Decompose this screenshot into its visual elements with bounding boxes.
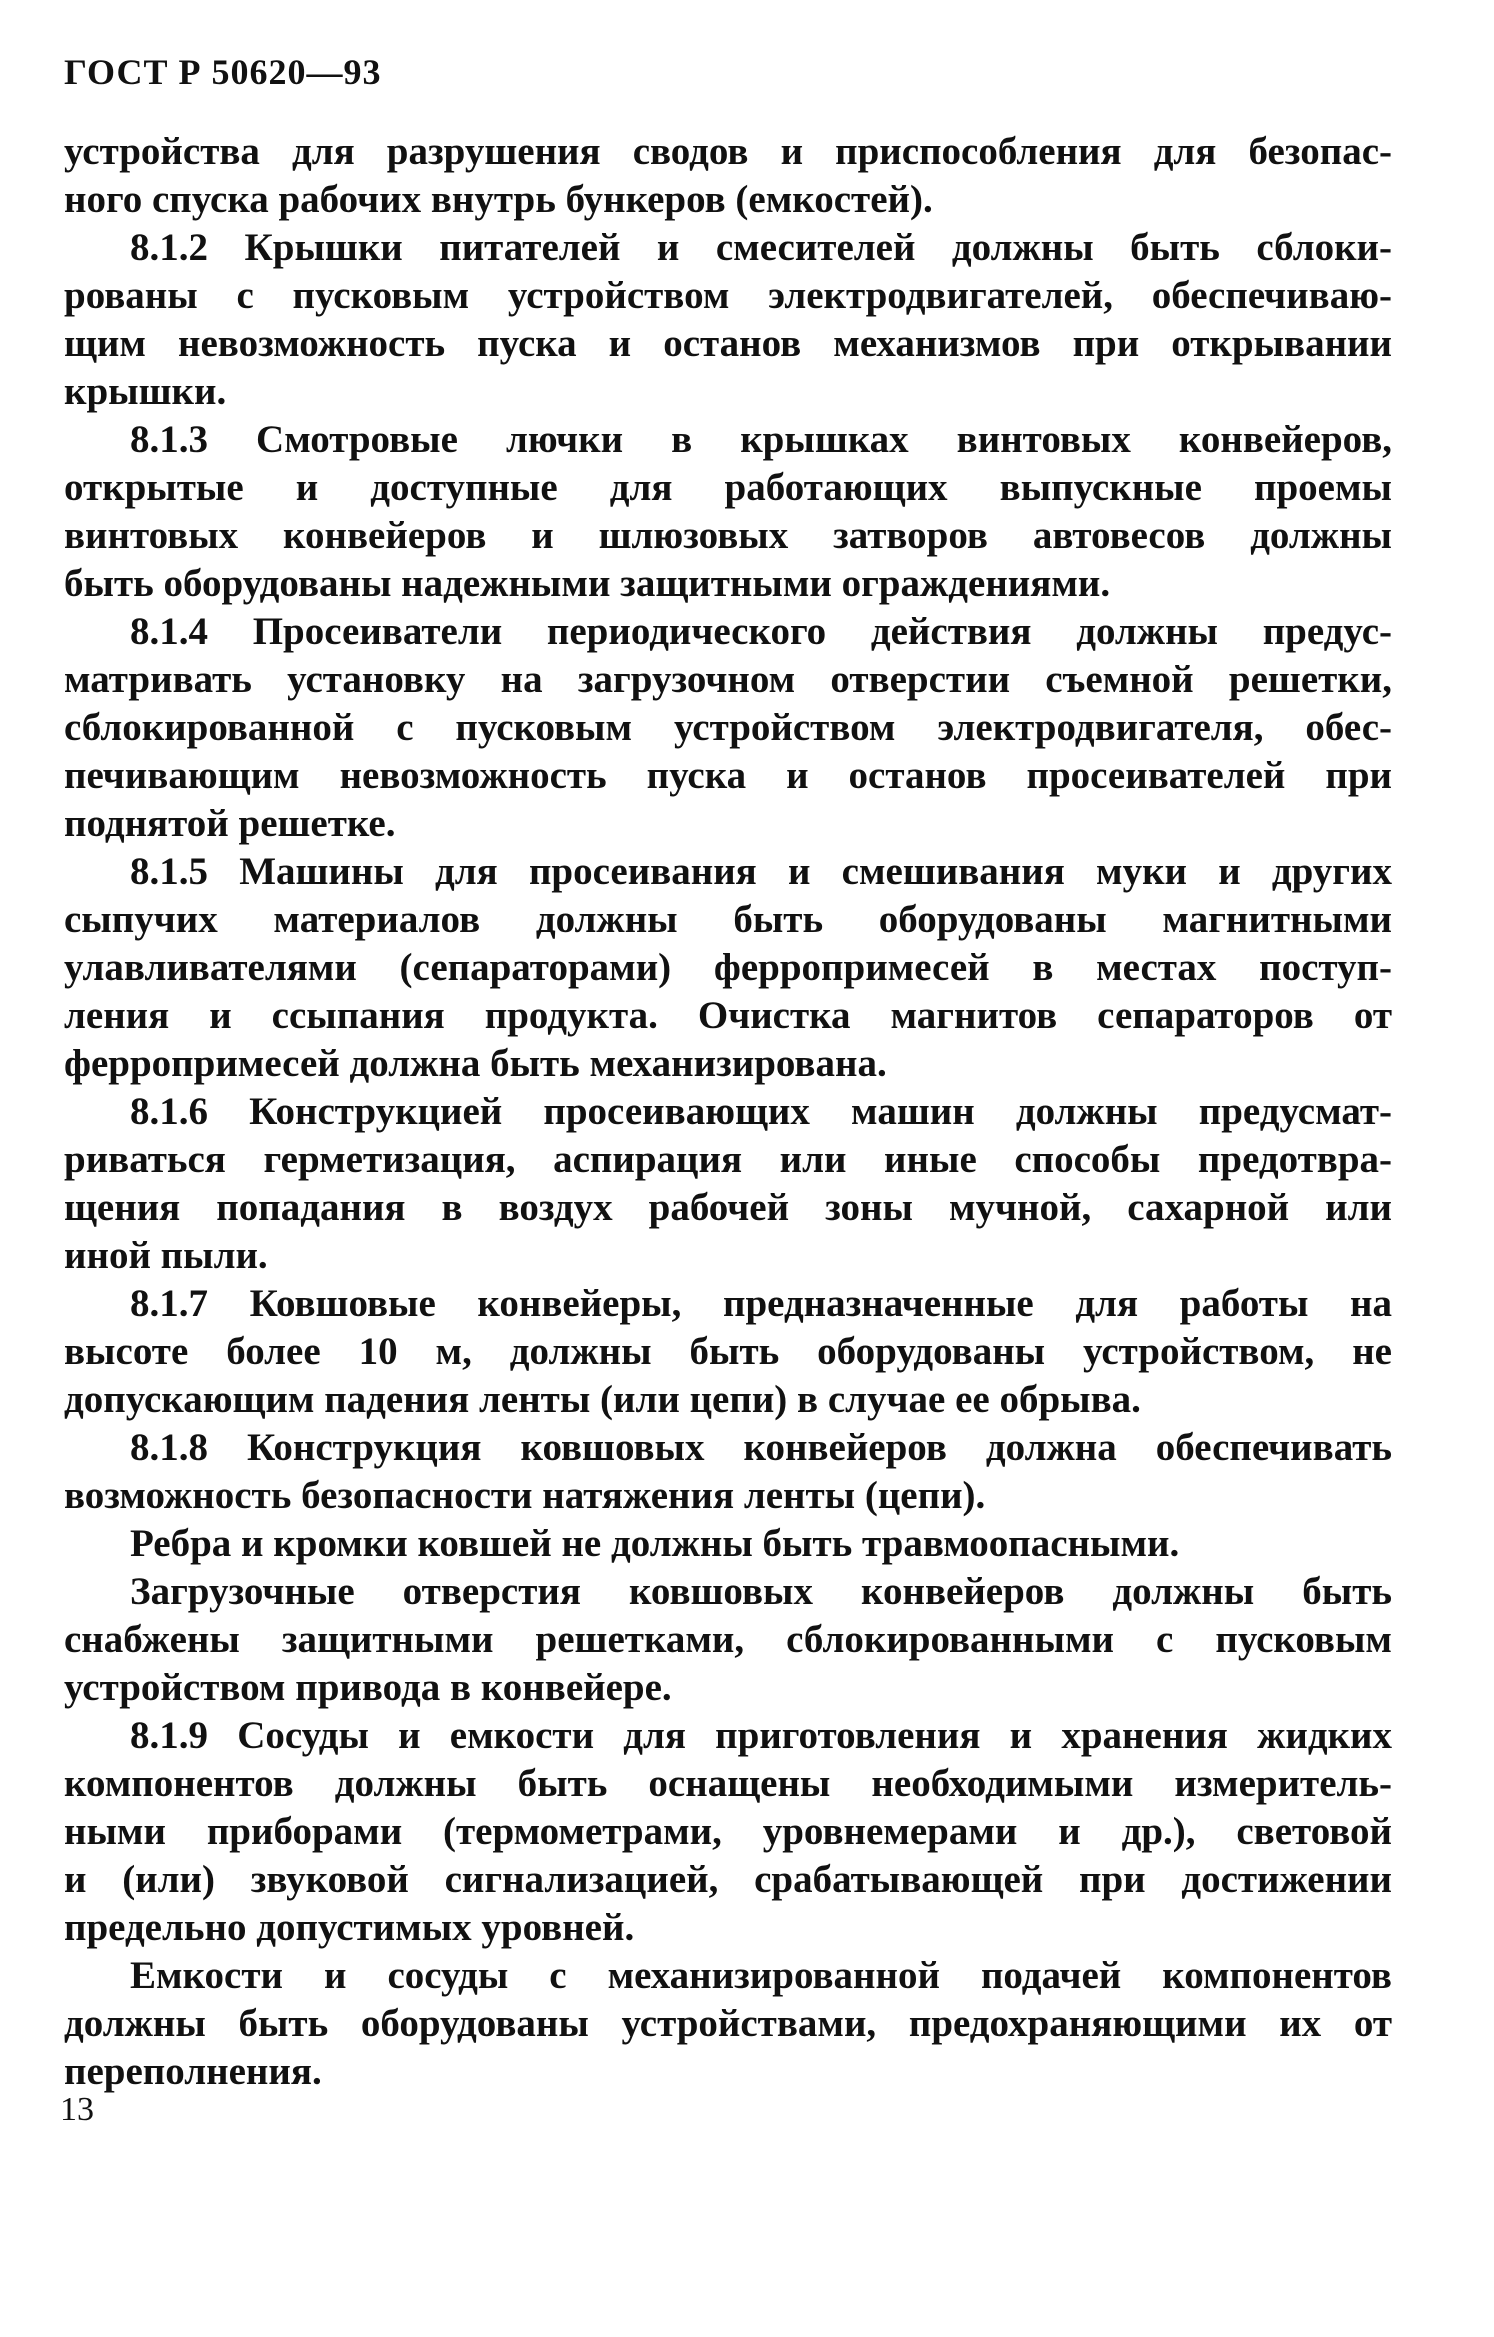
paragraph-8-1-8-openings	[64, 1568, 1392, 1712]
text-line: 8.1.6 Конструкцией просеивающих машин должны предусмат-	[130, 1090, 1392, 1133]
text-line: высоте более 10 м, должны быть оборудованы устройством, не	[64, 1330, 1392, 1373]
text-line: 8.1.3 Смотровые лючки в крышках винтовых конвейеров,	[130, 418, 1392, 461]
text-line: Ребра и кромки ковшей не должны быть травмоопасными.	[130, 1522, 1180, 1565]
text-line: риваться герметизация, аспирация или иные способы предотвра-	[64, 1138, 1392, 1181]
text-line: компонентов должны быть оснащены необходимыми измеритель-	[64, 1762, 1392, 1805]
text-line: крышки.	[64, 370, 227, 413]
text-line: снабжены защитными решетками, сблокированными с пусковым	[64, 1618, 1392, 1661]
paragraph-8-1-4	[64, 608, 1392, 848]
text-line: устройства для разрушения сводов и приспособления для безопас-	[64, 130, 1392, 173]
text-line: щим невозможность пуска и останов механизмов при открывании	[64, 322, 1392, 365]
text-line: сыпучих материалов должны быть оборудованы магнитными	[64, 898, 1392, 941]
text-line: Загрузочные отверстия ковшовых конвейеров должны быть	[130, 1570, 1392, 1613]
paragraph-8-1-9	[64, 1712, 1392, 1952]
text-line: 8.1.2 Крышки питателей и смесителей должны быть сблоки-	[130, 226, 1392, 269]
text-line: должны быть оборудованы устройствами, предохраняющими их от	[64, 2002, 1392, 2045]
text-line: 8.1.7 Ковшовые конвейеры, предназначенные для работы на	[130, 1282, 1392, 1325]
text-line: открытые и доступные для работающих выпускные проемы	[64, 466, 1392, 509]
text-line: матривать установку на загрузочном отверстии съемной решетки,	[64, 658, 1392, 701]
document-body	[64, 128, 1392, 2096]
text-line: быть оборудованы надежными защитными ограждениями.	[64, 562, 1111, 605]
text-line: 8.1.9 Сосуды и емкости для приготовления и хранения жидких	[130, 1714, 1392, 1757]
text-line: ного спуска рабочих внутрь бункеров (емкостей).	[64, 178, 933, 221]
text-line: щения попадания в воздух рабочей зоны мучной, сахарной или	[64, 1186, 1392, 1229]
paragraph-8-1-2	[64, 224, 1392, 416]
text-line: предельно допустимых уровней.	[64, 1906, 635, 1949]
text-line: ными приборами (термометрами, уровнемерами и др.), световой	[64, 1810, 1392, 1853]
text-line: возможность безопасности натяжения ленты (цепи).	[64, 1474, 986, 1517]
paragraph-8-1-7	[64, 1280, 1392, 1424]
text-line: ферропримесей должна быть механизирована.	[64, 1042, 887, 1085]
document-header	[64, 50, 381, 94]
text-line: ления и ссыпания продукта. Очистка магнитов сепараторов от	[64, 994, 1392, 1037]
text-line: поднятой решетке.	[64, 802, 396, 845]
paragraph-8-1-6	[64, 1088, 1392, 1280]
text-line: иной пыли.	[64, 1234, 268, 1277]
text-line: улавливателями (сепараторами) ферропримесей в местах поступ-	[64, 946, 1392, 989]
page-number: 13	[60, 2091, 94, 2128]
text-line: переполнения.	[64, 2050, 322, 2093]
text-line: 8.1.8 Конструкция ковшовых конвейеров должна обеспечивать	[130, 1426, 1392, 1469]
document-code: ГОСТ Р 50620—93	[64, 52, 382, 92]
text-line: и (или) звуковой сигнализацией, срабатывающей при достижении	[64, 1858, 1392, 1901]
paragraph-8-1-8-ribs	[64, 1520, 1392, 1568]
text-line: печивающим невозможность пуска и останов просеивателей при	[64, 754, 1392, 797]
text-line: 8.1.5 Машины для просеивания и смешивания муки и других	[130, 850, 1392, 893]
text-line: рованы с пусковым устройством электродвигателей, обеспечиваю-	[64, 274, 1392, 317]
text-line: 8.1.4 Просеиватели периодического действия должны предус-	[130, 610, 1392, 653]
paragraph-8-1-8	[64, 1424, 1392, 1520]
paragraph-8-1-3	[64, 416, 1392, 608]
text-line: винтовых конвейеров и шлюзовых затворов автовесов должны	[64, 514, 1392, 557]
text-line: допускающим падения ленты (или цепи) в случае ее обрыва.	[64, 1378, 1141, 1421]
paragraph-8-1-9-overflow	[64, 1952, 1392, 2096]
text-line: Емкости и сосуды с механизированной подачей компонентов	[130, 1954, 1392, 1997]
paragraph-continuation	[64, 128, 1392, 224]
text-line: сблокированной с пусковым устройством электродвигателя, обес-	[64, 706, 1392, 749]
text-line: устройством привода в конвейере.	[64, 1666, 672, 1709]
paragraph-8-1-5	[64, 848, 1392, 1088]
